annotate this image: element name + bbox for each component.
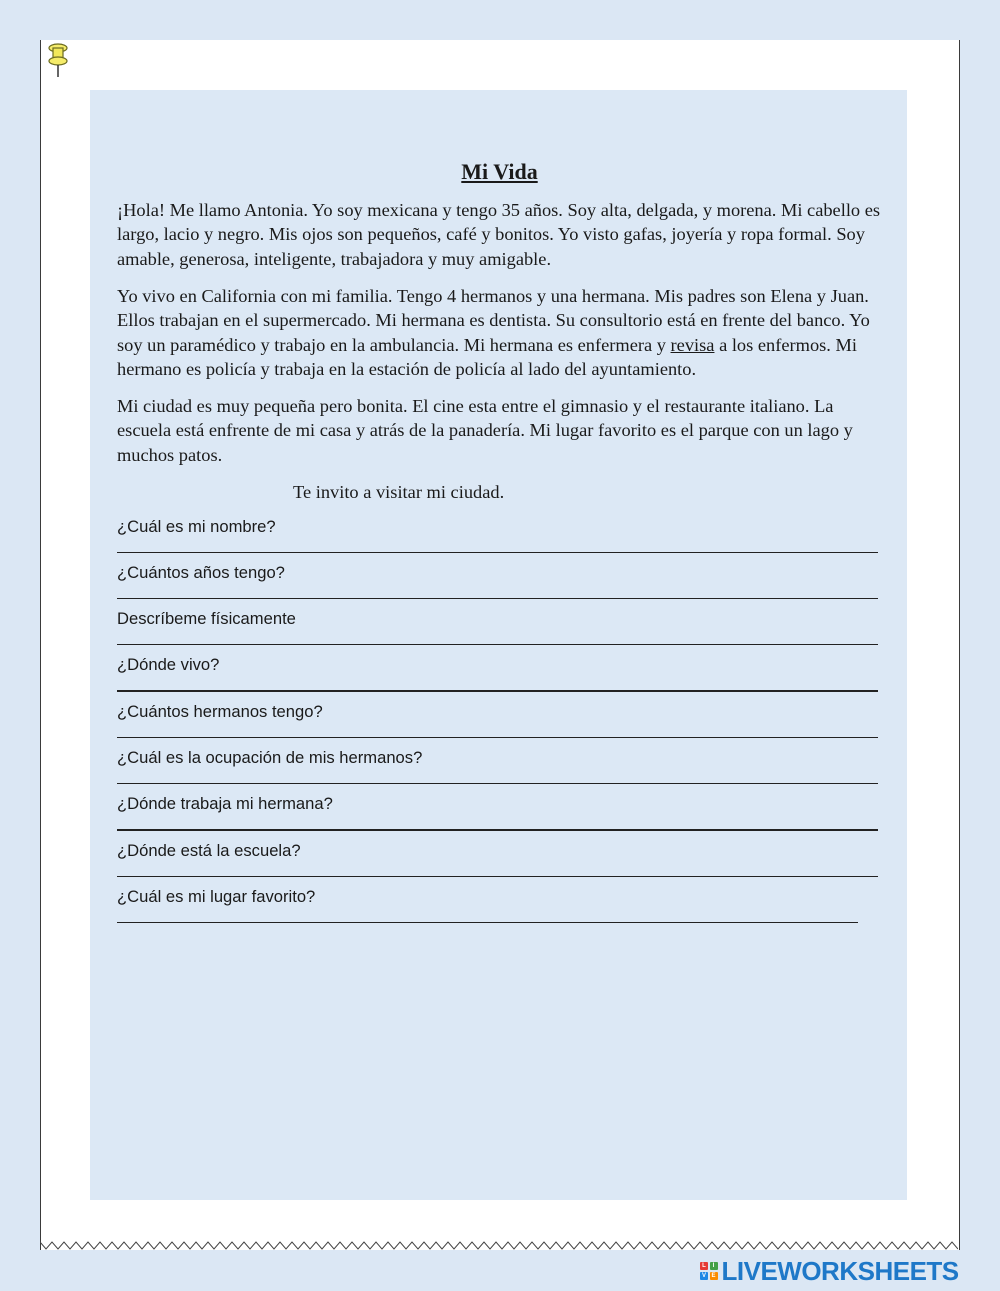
invitation-line: Te invito a visitar mi ciudad.: [293, 481, 505, 502]
logo-grid-cell: V: [701, 1272, 706, 1279]
question-label: ¿Cuántos hermanos tengo?: [117, 701, 323, 721]
answer-line[interactable]: [117, 737, 878, 738]
answer-line[interactable]: [117, 829, 878, 830]
paragraph-description: [117, 198, 882, 271]
question-label: ¿Cuál es mi nombre?: [117, 516, 276, 536]
logo-grid-cell: L: [700, 1262, 708, 1270]
paragraph-2-text-before: Yo vivo en California con mi familia. Tengo 4 hermanos y una hermana. Mis padres son Elena y Juan. Ellos trabajan en el supermercado. Mi hermana es dentista. Su consultorio está en frente del banco. Yo soy un paramédico y trabajo en la ambulancia. Mi hermana es enfermera y: [117, 285, 870, 355]
paragraph-2-text-after: a los enfermos. Mi hermano es policía y trabaja en la estación de policía al lado del ayuntamiento.: [117, 334, 857, 379]
underlined-word: revisa: [670, 334, 715, 355]
liveworksheets-logo: [700, 1255, 959, 1286]
torn-edge: [40, 1240, 958, 1252]
question-label: ¿Dónde está la escuela?: [117, 840, 301, 860]
pushpin-icon: [44, 40, 72, 80]
question-label: ¿Cuál es la ocupación de mis hermanos?: [117, 748, 423, 768]
logo-text: LIVEWORKSHEETS: [721, 1255, 959, 1286]
worksheet-title: Mi Vida: [461, 159, 538, 184]
answer-line[interactable]: [117, 644, 878, 645]
answer-line[interactable]: [117, 922, 858, 923]
answer-line[interactable]: [117, 598, 878, 599]
paragraph-1-text: ¡Hola! Me llamo Antonia. Yo soy mexicana y tengo 35 años. Soy alta, delgada, y morena. Mi cabello es largo, lacio y negro. Mis ojos son pequeños, café y bonitos. Yo visto gafas, joyería y ropa formal. Soy amable, generosa, inteligente, trabajadora y muy amigable.: [117, 200, 881, 269]
paragraph-city: [117, 394, 882, 467]
question-label: ¿Dónde trabaja mi hermana?: [117, 794, 333, 814]
question-label: Descríbeme físicamente: [117, 609, 296, 629]
paragraph-3-text: Mi ciudad es muy pequeña pero bonita. El cine esta entre el gimnasio y el restaurante italiano. La escuela está enfrente de mi casa y atrás de la panadería. Mi lugar favorito es el parque con un lago y muchos patos.: [117, 395, 853, 465]
question-label: ¿Dónde vivo?: [117, 655, 220, 675]
answer-line[interactable]: [117, 552, 878, 553]
answer-line[interactable]: [117, 783, 878, 784]
worksheet-content: [117, 157, 882, 932]
answer-line[interactable]: [117, 690, 878, 691]
paragraph-family: [117, 284, 882, 382]
answer-line[interactable]: [117, 876, 878, 877]
logo-grid-cell: I: [710, 1262, 718, 1270]
question-label: ¿Cuál es mi lugar favorito?: [117, 886, 316, 906]
questions-list: [117, 516, 882, 924]
logo-grid-cell: E: [711, 1272, 716, 1279]
question-label: ¿Cuántos años tengo?: [117, 562, 285, 582]
logo-grid-icon: [700, 1262, 718, 1280]
